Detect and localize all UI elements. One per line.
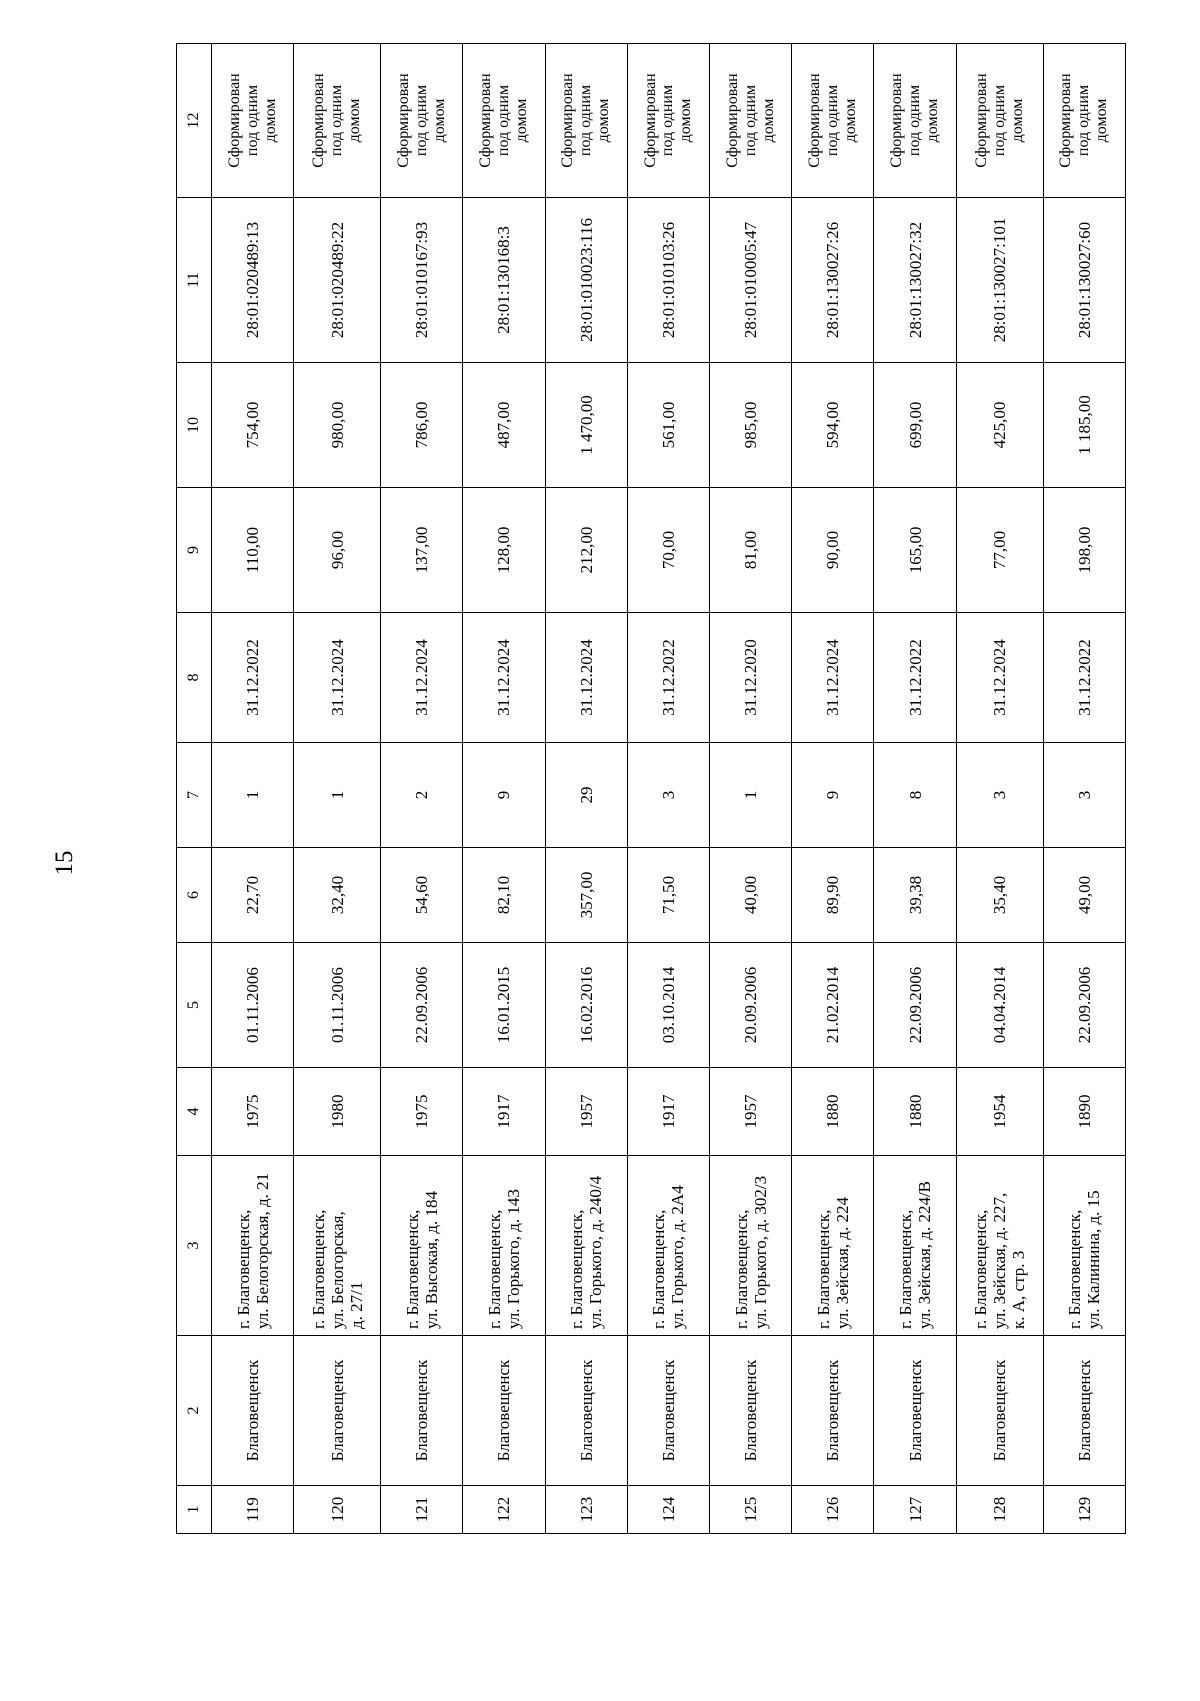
table-cell: 487,00 [463, 363, 545, 488]
housing-registry-table [176, 43, 1126, 1534]
table-cell: 3 [1043, 743, 1125, 848]
table-row [792, 44, 874, 1534]
table-cell: 126 [792, 1486, 874, 1534]
table-cell: 39,38 [874, 848, 956, 943]
column-number-cell: 3 [177, 1156, 212, 1336]
table-cell: 1 470,00 [545, 363, 627, 488]
table-cell: Благовещенск [874, 1336, 956, 1486]
table-cell: 21.02.2014 [792, 943, 874, 1068]
table-cell: 54,60 [381, 848, 463, 943]
table-cell: 31.12.2024 [956, 613, 1043, 743]
table-cell: 9 [463, 743, 545, 848]
table-cell: Сформирован под одним домом [874, 44, 956, 198]
table-cell: Благовещенск [627, 1336, 709, 1486]
table-cell: 1954 [956, 1068, 1043, 1156]
table-cell: 31.12.2024 [792, 613, 874, 743]
table-row [627, 44, 709, 1534]
table-cell: 561,00 [627, 363, 709, 488]
table-cell: г. Благовещенск, ул. Калинина, д. 15 [1043, 1156, 1125, 1336]
table-cell: 1957 [545, 1068, 627, 1156]
table-cell: 699,00 [874, 363, 956, 488]
table-row [545, 44, 627, 1534]
table-cell: 49,00 [1043, 848, 1125, 943]
table-cell: 127 [874, 1486, 956, 1534]
table-cell: Сформирован под одним домом [381, 44, 463, 198]
table-cell: Сформирован под одним домом [294, 44, 381, 198]
table-cell: 1957 [710, 1068, 792, 1156]
table-cell: 122 [463, 1486, 545, 1534]
table-cell: 77,00 [956, 488, 1043, 613]
table-row [212, 44, 294, 1534]
table-cell: 22.09.2006 [1043, 943, 1125, 1068]
table-cell: Благовещенск [792, 1336, 874, 1486]
table-cell: г. Благовещенск, ул. Зейская, д. 227, к. А, стр. 3 [956, 1156, 1043, 1336]
table-cell: 89,90 [792, 848, 874, 943]
table-cell: г. Благовещенск, ул. Горького, д. 302/3 [710, 1156, 792, 1336]
table-cell: 128,00 [463, 488, 545, 613]
table-cell: 32,40 [294, 848, 381, 943]
table-cell: 28:01:130027:60 [1043, 198, 1125, 363]
table-cell: 8 [874, 743, 956, 848]
table-cell: 40,00 [710, 848, 792, 943]
table-cell: 22.09.2006 [381, 943, 463, 1068]
table-cell: г. Благовещенск, ул. Зейская, д. 224 [792, 1156, 874, 1336]
table-cell: 1975 [212, 1068, 294, 1156]
column-number-cell: 8 [177, 613, 212, 743]
table-cell: 1 [710, 743, 792, 848]
table-cell: 01.11.2006 [212, 943, 294, 1068]
column-number-cell: 6 [177, 848, 212, 943]
table-cell: 28:01:010005:47 [710, 198, 792, 363]
table-cell: 31.12.2022 [874, 613, 956, 743]
table-cell: 04.04.2014 [956, 943, 1043, 1068]
table-cell: 137,00 [381, 488, 463, 613]
table-cell: 120 [294, 1486, 381, 1534]
table-cell: г. Благовещенск, ул. Горького, д. 143 [463, 1156, 545, 1336]
table-cell: 1 185,00 [1043, 363, 1125, 488]
table-cell: 96,00 [294, 488, 381, 613]
table-cell: 1917 [627, 1068, 709, 1156]
table-cell: 121 [381, 1486, 463, 1534]
table-cell: 1 [294, 743, 381, 848]
table-cell: Благовещенск [710, 1336, 792, 1486]
table-cell: 754,00 [212, 363, 294, 488]
table-cell: Благовещенск [381, 1336, 463, 1486]
page-number: 15 [51, 850, 78, 876]
table-cell: 1917 [463, 1068, 545, 1156]
table-cell: 28:01:130027:32 [874, 198, 956, 363]
table-cell: 31.12.2020 [710, 613, 792, 743]
table-cell: 1880 [874, 1068, 956, 1156]
column-number-cell: 11 [177, 198, 212, 363]
table-cell: 125 [710, 1486, 792, 1534]
table-cell: 71,50 [627, 848, 709, 943]
table-cell: 1975 [381, 1068, 463, 1156]
table-cell: 20.09.2006 [710, 943, 792, 1068]
column-number-cell: 10 [177, 363, 212, 488]
table-cell: 03.10.2014 [627, 943, 709, 1068]
column-number-cell: 4 [177, 1068, 212, 1156]
table-cell: 70,00 [627, 488, 709, 613]
table-cell: Благовещенск [294, 1336, 381, 1486]
table-cell: Сформирован под одним домом [627, 44, 709, 198]
table-cell: г. Благовещенск, ул. Горького, д. 240/4 [545, 1156, 627, 1336]
table-cell: 123 [545, 1486, 627, 1534]
table-cell: 28:01:130027:26 [792, 198, 874, 363]
table-cell: 212,00 [545, 488, 627, 613]
table-cell: 128 [956, 1486, 1043, 1534]
table-cell: 28:01:010103:26 [627, 198, 709, 363]
table-cell: 28:01:010167:93 [381, 198, 463, 363]
table-cell: 3 [956, 743, 1043, 848]
table-cell: 22.09.2006 [874, 943, 956, 1068]
table-cell: Сформирован под одним домом [545, 44, 627, 198]
table-cell: 985,00 [710, 363, 792, 488]
table-cell: 1880 [792, 1068, 874, 1156]
table-wrapper [176, 44, 1126, 1534]
table-row [1043, 44, 1125, 1534]
table-cell: 31.12.2024 [381, 613, 463, 743]
column-number-cell: 5 [177, 943, 212, 1068]
table-cell: 31.12.2024 [463, 613, 545, 743]
table-cell: 198,00 [1043, 488, 1125, 613]
column-number-cell: 7 [177, 743, 212, 848]
table-cell: 594,00 [792, 363, 874, 488]
table-rotated [176, 44, 1126, 1534]
column-number-cell: 1 [177, 1486, 212, 1534]
table-cell: Сформирован под одним домом [792, 44, 874, 198]
table-cell: 28:01:020489:13 [212, 198, 294, 363]
table-cell: 786,00 [381, 363, 463, 488]
table-row [956, 44, 1043, 1534]
table-cell: 425,00 [956, 363, 1043, 488]
table-cell: 357,00 [545, 848, 627, 943]
table-cell: г. Благовещенск, ул. Белогорская, д. 21 [212, 1156, 294, 1336]
table-cell: г. Благовещенск, ул. Высокая, д. 184 [381, 1156, 463, 1336]
column-number-cell: 12 [177, 44, 212, 198]
table-cell: 9 [792, 743, 874, 848]
table-cell: 31.12.2022 [627, 613, 709, 743]
table-cell: 01.11.2006 [294, 943, 381, 1068]
table-cell: 31.12.2024 [545, 613, 627, 743]
table-cell: Сформирован под одним домом [956, 44, 1043, 198]
table-cell: 28:01:020489:22 [294, 198, 381, 363]
table-cell: Сформирован под одним домом [212, 44, 294, 198]
table-cell: 82,10 [463, 848, 545, 943]
table-cell: Сформирован под одним домом [710, 44, 792, 198]
table-cell: 124 [627, 1486, 709, 1534]
table-cell: 16.01.2015 [463, 943, 545, 1068]
table-cell: 31.12.2022 [212, 613, 294, 743]
table-cell: 119 [212, 1486, 294, 1534]
table-row [874, 44, 956, 1534]
table-cell: 129 [1043, 1486, 1125, 1534]
table-cell: г. Благовещенск, ул. Зейская, д. 224/В [874, 1156, 956, 1336]
table-cell: 28:01:010023:116 [545, 198, 627, 363]
table-cell: 110,00 [212, 488, 294, 613]
column-number-cell: 2 [177, 1336, 212, 1486]
table-cell: 980,00 [294, 363, 381, 488]
table-cell: г. Благовещенск, ул. Горького, д. 2А4 [627, 1156, 709, 1336]
table-row [381, 44, 463, 1534]
table-cell: Сформирован под одним домом [1043, 44, 1125, 198]
table-cell: г. Благовещенск, ул. Белогорская, д. 27/1 [294, 1156, 381, 1336]
table-cell: 22,70 [212, 848, 294, 943]
table-cell: 1980 [294, 1068, 381, 1156]
table-row [463, 44, 545, 1534]
table-cell: Благовещенск [212, 1336, 294, 1486]
table-cell: 3 [627, 743, 709, 848]
table-cell: 31.12.2024 [294, 613, 381, 743]
column-number-row [177, 44, 212, 1534]
table-cell: Благовещенск [545, 1336, 627, 1486]
table-row [294, 44, 381, 1534]
table-cell: 29 [545, 743, 627, 848]
table-row [710, 44, 792, 1534]
table-cell: Благовещенск [463, 1336, 545, 1486]
table-cell: 35,40 [956, 848, 1043, 943]
table-cell: 16.02.2016 [545, 943, 627, 1068]
table-cell: 1890 [1043, 1068, 1125, 1156]
table-cell: 28:01:130027:101 [956, 198, 1043, 363]
table-cell: 28:01:130168:3 [463, 198, 545, 363]
table-cell: 2 [381, 743, 463, 848]
table-cell: 90,00 [792, 488, 874, 613]
column-number-cell: 9 [177, 488, 212, 613]
table-cell: 31.12.2022 [1043, 613, 1125, 743]
table-cell: Сформирован под одним домом [463, 44, 545, 198]
table-cell: 1 [212, 743, 294, 848]
table-cell: Благовещенск [956, 1336, 1043, 1486]
table-cell: Благовещенск [1043, 1336, 1125, 1486]
table-cell: 81,00 [710, 488, 792, 613]
table-cell: 165,00 [874, 488, 956, 613]
